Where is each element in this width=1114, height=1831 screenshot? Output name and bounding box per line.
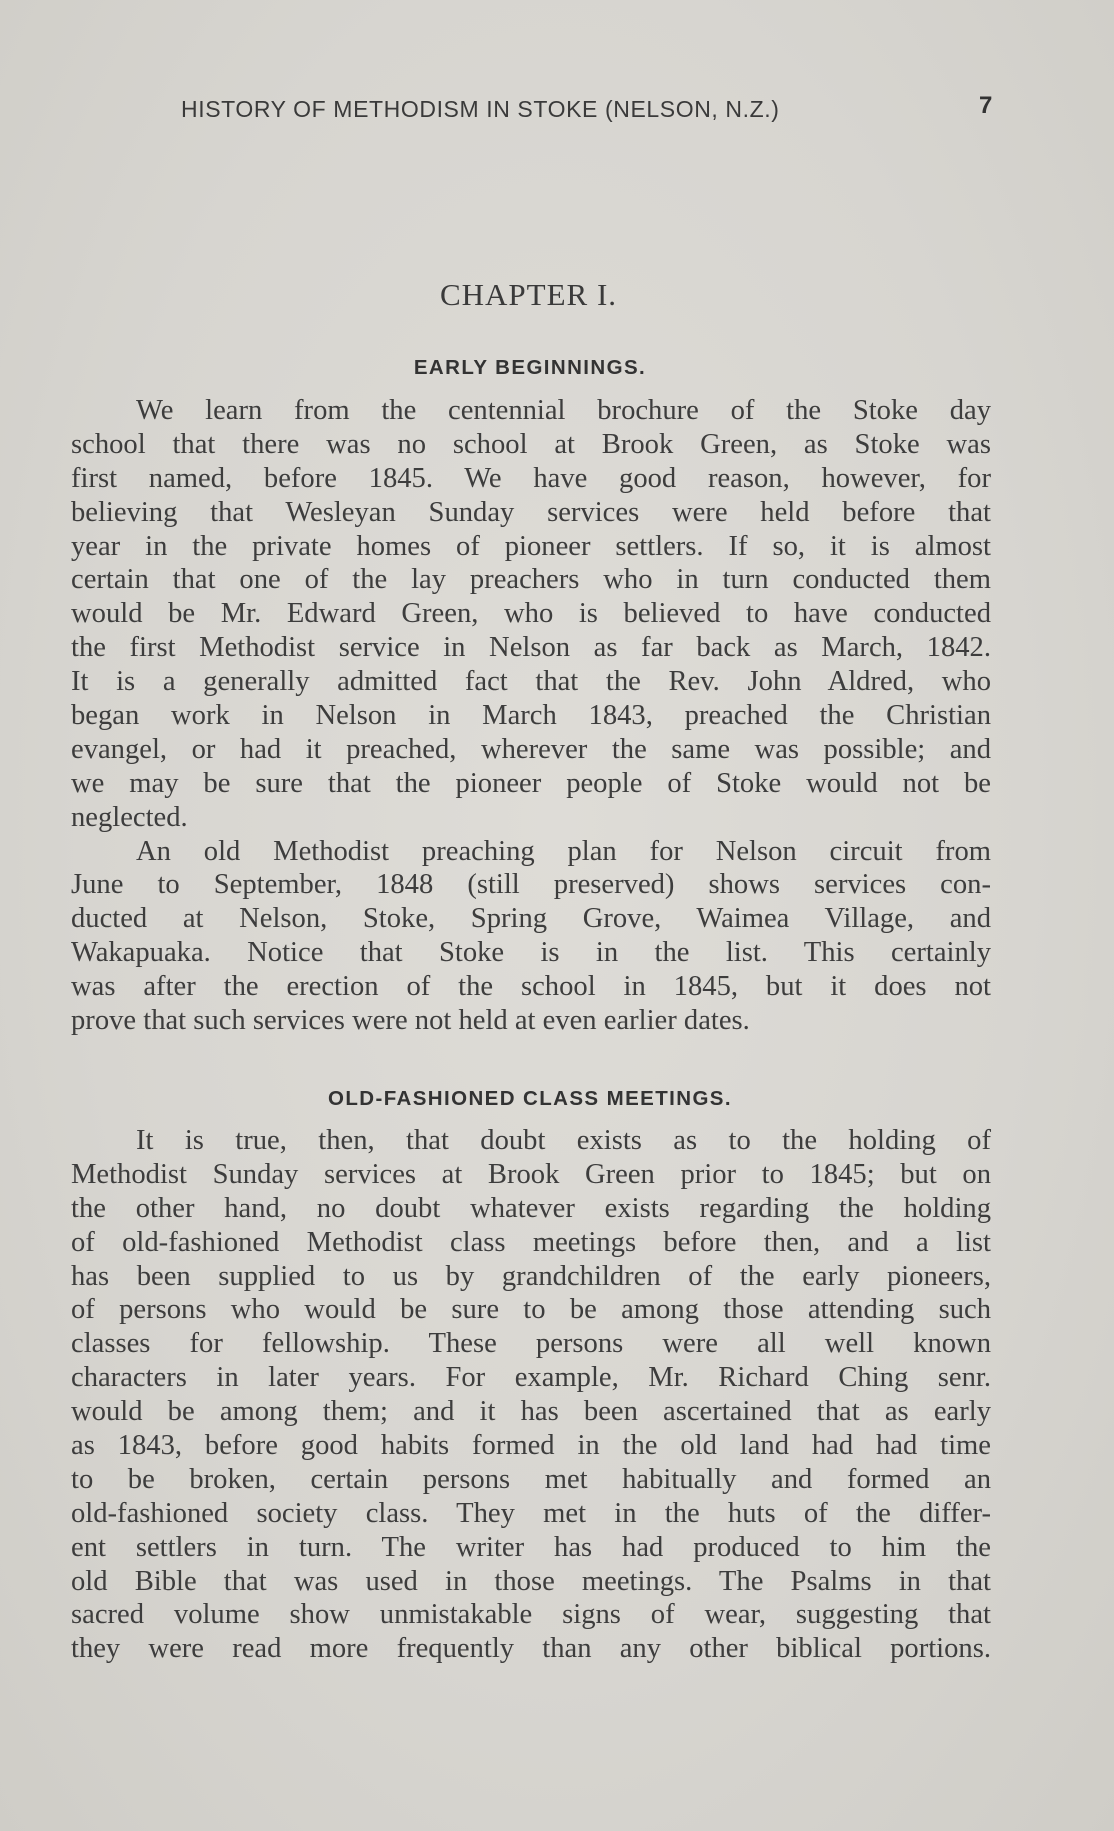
text-line: has been supplied to us by grandchildren of the early pioneers, bbox=[71, 1260, 991, 1292]
text-line: Methodist Sunday services at Brook Green prior to 1845; but on bbox=[71, 1158, 991, 1190]
section-heading-old-fashioned-class-meetings: OLD-FASHIONED CLASS MEETINGS. bbox=[328, 1087, 732, 1110]
text-line: Wakapuaka. Notice that Stoke is in the list. This certainly bbox=[71, 937, 991, 969]
text-line: We learn from the centennial brochure of the Stoke day bbox=[136, 395, 991, 426]
text-line: believing that Wesleyan Sunday services were held before that bbox=[71, 496, 991, 528]
text-line: neglected. bbox=[71, 801, 188, 833]
text-line: classes for fellowship. These persons were all well known bbox=[71, 1328, 991, 1360]
text-line: first named, before 1845. We have good reason, however, for bbox=[71, 462, 991, 494]
text-line: old Bible that was used in those meetings. The Psalms in that bbox=[71, 1565, 991, 1597]
text-line: the other hand, no doubt whatever exists regarding the holding bbox=[71, 1192, 991, 1224]
text-line: as 1843, before good habits formed in the old land had had time bbox=[71, 1430, 991, 1462]
text-line: ent settlers in turn. The writer has had produced to him the bbox=[71, 1531, 991, 1563]
text-line: old-fashioned society class. They met in the huts of the differ- bbox=[71, 1497, 991, 1529]
text-line: evangel, or had it preached, wherever the same was possible; and bbox=[71, 733, 991, 765]
text-line: they were read more frequently than any other biblical portions. bbox=[71, 1633, 991, 1665]
text-line: would be among them; and it has been ascertained that as early bbox=[71, 1396, 991, 1428]
section-body-old-fashioned-class-meetings bbox=[71, 1124, 991, 1666]
text-line: of persons who would be sure to be among those attending such bbox=[71, 1294, 991, 1326]
text-line: the first Methodist service in Nelson as far back as March, 1842. bbox=[71, 632, 991, 664]
text-line: to be broken, certain persons met habitually and formed an bbox=[71, 1463, 991, 1495]
text-line: year in the private homes of pioneer settlers. If so, it is almost bbox=[71, 530, 991, 562]
text-line: certain that one of the lay preachers who in turn conducted them bbox=[71, 564, 991, 596]
section-heading-early-beginnings: EARLY BEGINNINGS. bbox=[413, 356, 647, 379]
section-body-early-beginnings bbox=[71, 394, 991, 1038]
text-line: of old-fashioned Methodist class meetings before then, and a list bbox=[71, 1226, 991, 1258]
text-line: school that there was no school at Brook Green, as Stoke was bbox=[71, 428, 991, 460]
text-line: began work in Nelson in March 1843, preached the Christian bbox=[71, 700, 991, 732]
chapter-title: CHAPTER I. bbox=[439, 277, 618, 312]
text-line: prove that such services were not held at even earlier dates. bbox=[71, 1005, 750, 1037]
text-line: ducted at Nelson, Stoke, Spring Grove, Waimea Village, and bbox=[71, 903, 991, 935]
text-line: was after the erection of the school in 1845, but it does not bbox=[71, 971, 991, 1003]
text-line: It is true, then, that doubt exists as to the holding of bbox=[136, 1125, 991, 1156]
text-line: would be Mr. Edward Green, who is believed to have conducted bbox=[71, 598, 991, 630]
text-line: sacred volume show unmistakable signs of wear, suggesting that bbox=[71, 1599, 991, 1631]
running-head: HISTORY OF METHODISM IN STOKE (NELSON, N.Z.) bbox=[181, 96, 780, 122]
text-line: It is a generally admitted fact that the Rev. John Aldred, who bbox=[71, 666, 991, 698]
text-line: characters in later years. For example, Mr. Richard Ching senr. bbox=[71, 1362, 991, 1394]
text-line: we may be sure that the pioneer people of Stoke would not be bbox=[71, 767, 991, 799]
page-number: 7 bbox=[979, 92, 993, 119]
text-line: An old Methodist preaching plan for Nelson circuit from bbox=[136, 835, 991, 867]
text-line: June to September, 1848 (still preserved) shows services con- bbox=[71, 869, 991, 901]
